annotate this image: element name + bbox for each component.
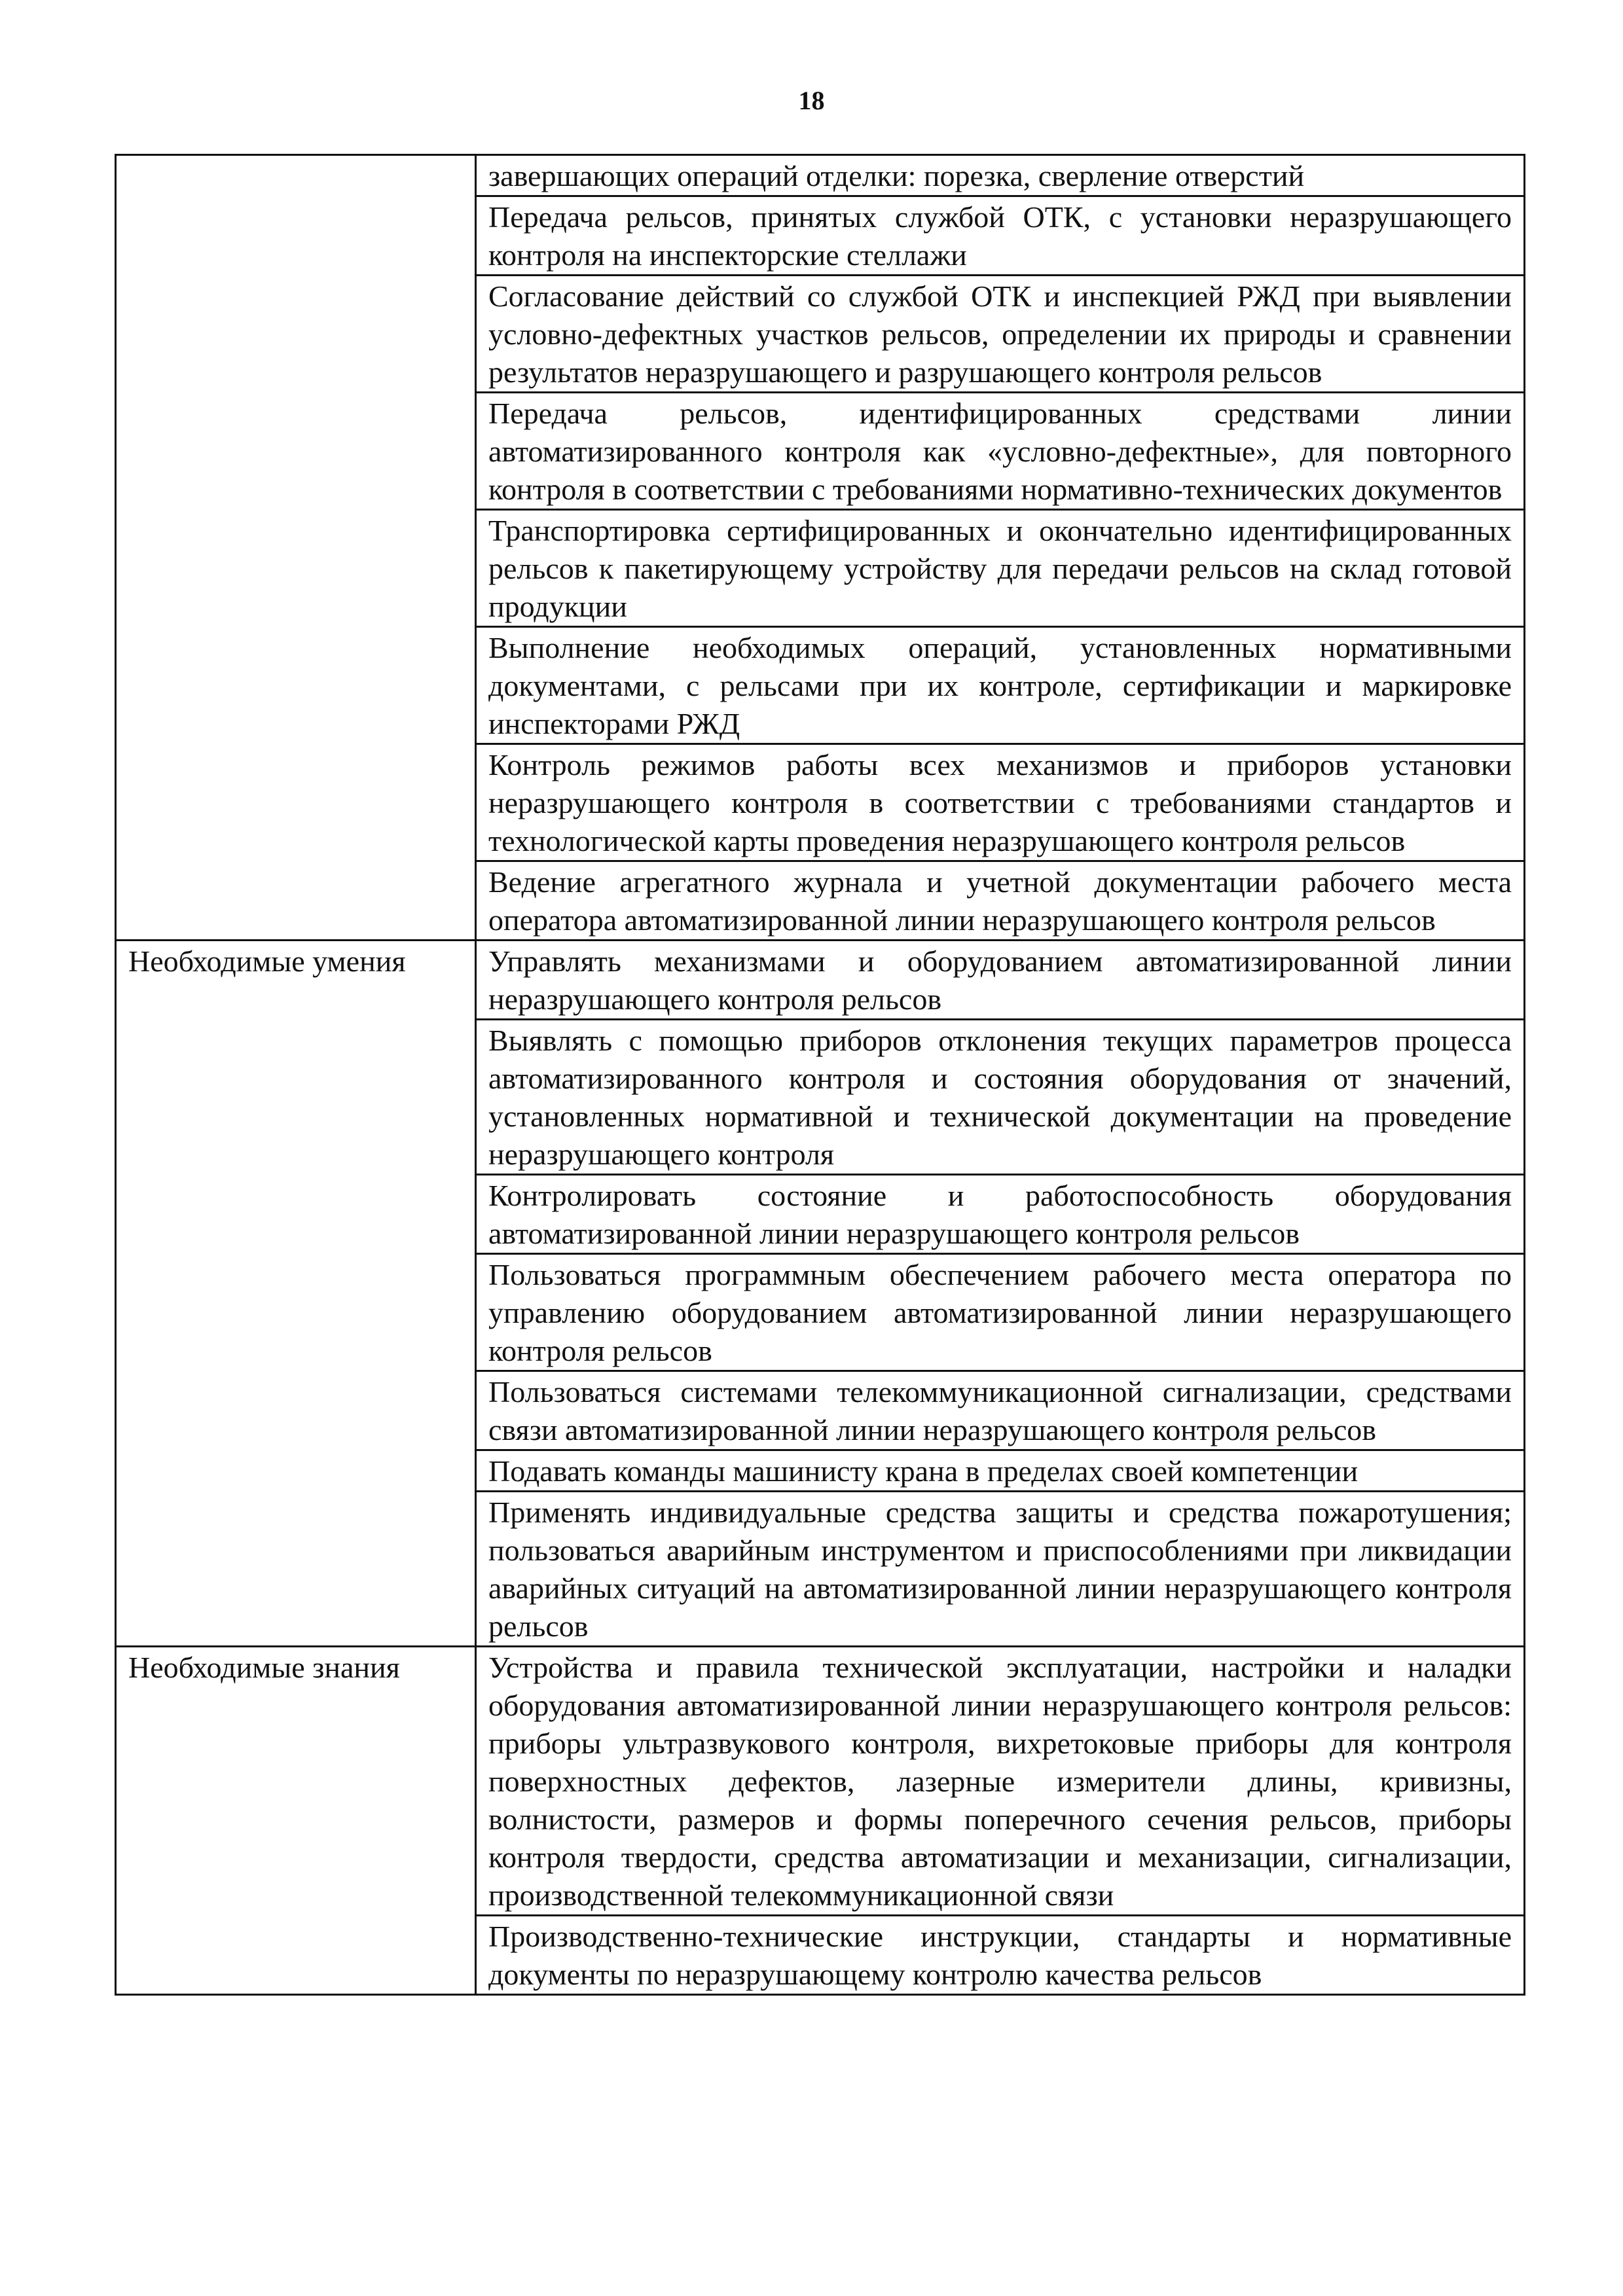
table-cell: Транспортировка сертифицированных и окончательно идентифицированных рельсов к пакетирующему устройству для передачи рельсов на склад готовой продукции [476, 510, 1525, 627]
table-cell: Контролировать состояние и работоспособность оборудования автоматизированной линии неразрушающего контроля рельсов [476, 1175, 1525, 1254]
table-cell: Контроль режимов работы всех механизмов и приборов установки неразрушающего контроля в соответствии с требованиями стандартов и технологической карты проведения неразрушающего контроля рельсов [476, 744, 1525, 861]
table-cell: Передача рельсов, идентифицированных средствами линии автоматизированного контроля как «условно-дефектные», для повторного контроля в соответствии с требованиями нормативно-технических документов [476, 393, 1525, 510]
table-cell: Выполнение необходимых операций, установленных нормативными документами, с рельсами при их контроле, сертификации и маркировке инспекторами РЖД [476, 627, 1525, 744]
table-cell: завершающих операций отделки: порезка, сверление отверстий [476, 155, 1525, 196]
table-cell: Выявлять с помощью приборов отклонения текущих параметров процесса автоматизированного контроля и состояния оборудования от значений, установленных нормативной и технической документации на проведение неразрушающего контроля [476, 1020, 1525, 1175]
requirements-table [115, 154, 1525, 1996]
section-label-knowledge: Необходимые знания [116, 1647, 476, 1995]
table-cell: Подавать команды машинисту крана в пределах своей компетенции [476, 1450, 1525, 1492]
table-cell: Управлять механизмами и оборудованием автоматизированной линии неразрушающего контроля рельсов [476, 941, 1525, 1020]
table-cell: Устройства и правила технической эксплуатации, настройки и наладки оборудования автоматизированной линии неразрушающего контроля рельсов: приборы ультразвукового контроля, вихретоковые приборы для контроля поверхностных дефектов, лазерные измерители длины, кривизны, волнистости, размеров и формы поперечного сечения рельсов, приборы контроля твердости, средства автоматизации и механизации, сигнализации, производственной телекоммуникационной связи [476, 1647, 1525, 1916]
section-label-skills: Необходимые умения [116, 941, 476, 1647]
page-number: 18 [798, 86, 825, 115]
table-cell: Пользоваться программным обеспечением рабочего места оператора по управлению оборудованием автоматизированной линии неразрушающего контроля рельсов [476, 1254, 1525, 1371]
table-cell: Согласование действий со службой ОТК и инспекцией РЖД при выявлении условно-дефектных участков рельсов, определении их природы и сравнении результатов неразрушающего и разрушающего контроля рельсов [476, 276, 1525, 393]
table-cell: Применять индивидуальные средства защиты и средства пожаротушения; пользоваться аварийным инструментом и приспособлениями при ликвидации аварийных ситуаций на автоматизированной линии неразрушающего контроля рельсов [476, 1492, 1525, 1647]
table-cell: Передача рельсов, принятых службой ОТК, с установки неразрушающего контроля на инспекторские стеллажи [476, 196, 1525, 276]
section-label-labor-actions [116, 155, 476, 941]
table-cell: Ведение агрегатного журнала и учетной документации рабочего места оператора автоматизированной линии неразрушающего контроля рельсов [476, 861, 1525, 941]
table-cell: Пользоваться системами телекоммуникационной сигнализации, средствами связи автоматизированной линии неразрушающего контроля рельсов [476, 1371, 1525, 1450]
table-row [116, 155, 1525, 196]
table-row [116, 1647, 1525, 1916]
table-cell: Производственно-технические инструкции, стандарты и нормативные документы по неразрушающему контролю качества рельсов [476, 1916, 1525, 1995]
table-row [116, 941, 1525, 1020]
